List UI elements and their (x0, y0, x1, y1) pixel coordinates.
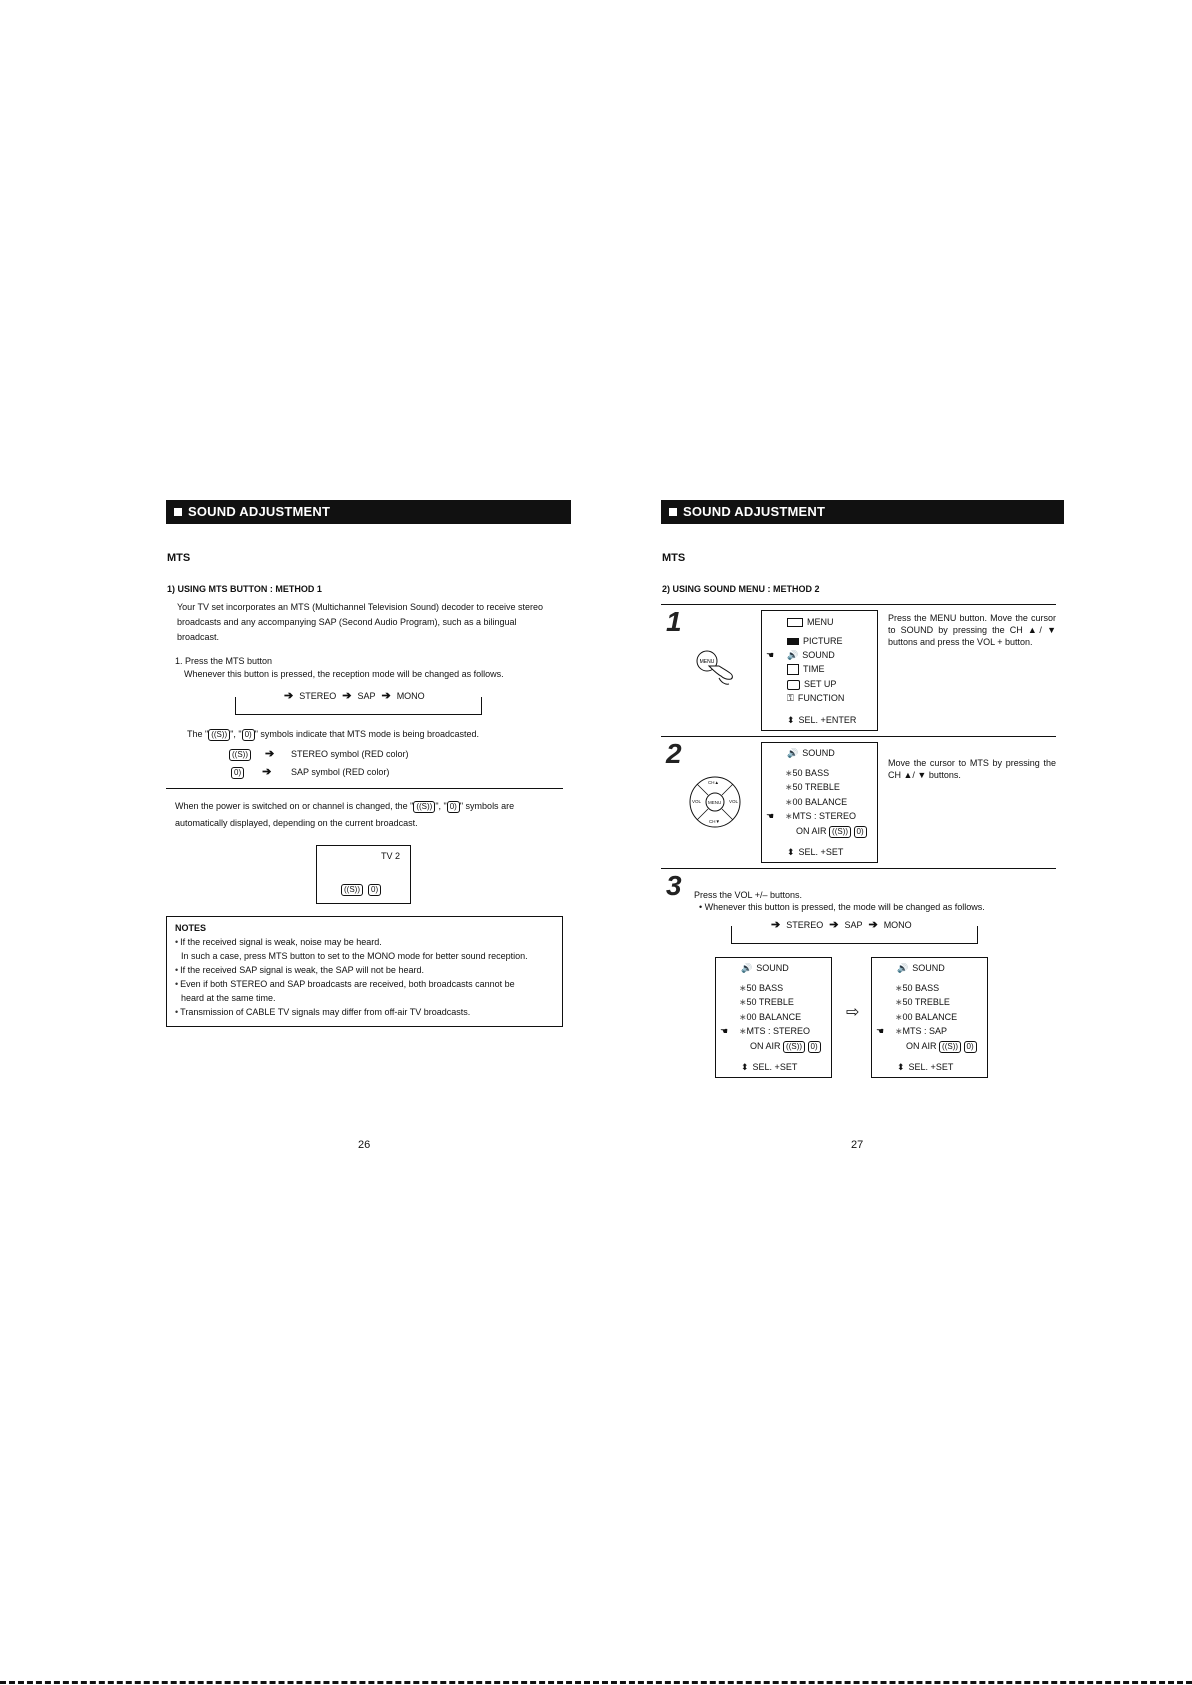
note-item: • If the received signal is weak, noise may be heard. (175, 937, 382, 947)
sound-item-bass: ∗50 BASS (895, 983, 940, 993)
sound-menu-sap-osd (871, 957, 988, 1078)
divider (661, 604, 1056, 605)
left-intro: Your TV set incorporates an MTS (Multichannel Television Sound) decoder to receive stereo broadcasts and any accompanying SAP (Second Audio Program), such as a bilingual broadcast. (177, 602, 544, 642)
on-air-status: ON AIR ((S)) 0) (750, 1041, 821, 1053)
up-down-icon: ⬍ (897, 1062, 905, 1073)
star-icon: ∗ (895, 1012, 903, 1022)
sound-item-bass: ∗50 BASS (785, 768, 830, 778)
key-icon: ⚿ (787, 693, 794, 704)
left-section-heading: MTS (167, 552, 191, 564)
star-icon: ∗ (739, 997, 747, 1007)
sound-item-treble: ∗50 TREBLE (785, 782, 840, 792)
left-power-text-2: automatically displayed, depending on the current broadcast. (175, 818, 418, 828)
left-page-title: SOUND ADJUSTMENT (166, 500, 571, 524)
star-icon: ∗ (739, 1012, 747, 1022)
star-icon: ∗ (785, 797, 793, 807)
left-step1: 1. Press the MTS button (175, 656, 273, 666)
sound-item-balance: ∗00 BALANCE (785, 797, 848, 807)
sound-item-treble: ∗50 TREBLE (739, 997, 794, 1007)
sap-symbol-icon: 0) (447, 801, 460, 813)
notes-box (166, 916, 563, 1027)
bullet-icon: • (175, 937, 179, 947)
arrow-right-icon: ➔ (262, 766, 272, 778)
arrow-right-icon: ➔ (381, 690, 391, 702)
sap-symbol-icon: 0) (854, 826, 867, 838)
sap-symbol-icon: 0) (964, 1041, 977, 1053)
tv-channel-label: TV 2 (380, 851, 400, 861)
star-icon: ∗ (739, 983, 747, 993)
sound-menu-title: 🔊 SOUND (897, 963, 945, 974)
stereo-symbol-icon: ((S)) (783, 1041, 805, 1053)
stereo-symbol-icon: ((S)) (341, 884, 363, 896)
cursor-hand-icon: ☚ (766, 811, 775, 821)
right-section-heading: MTS (662, 552, 686, 564)
sap-symbol-icon: 0) (808, 1041, 821, 1053)
page-number-right: 27 (851, 1139, 864, 1151)
notes-title: NOTES (175, 923, 207, 933)
bullet-icon: • (175, 965, 179, 975)
stereo-symbol-icon: ((S)) (208, 729, 230, 741)
right-page-title: SOUND ADJUSTMENT (661, 500, 1064, 524)
tv-screen-example (316, 845, 411, 904)
note-item: • Even if both STEREO and SAP broadcasts are received, both broadcasts cannot be (175, 979, 515, 989)
page-number-left: 26 (358, 1139, 371, 1151)
up-down-icon: ⬍ (787, 715, 795, 726)
star-icon: ∗ (785, 768, 793, 778)
remote-dpad-icon: CH▲ VOL MENU VOL CH▼ (688, 775, 742, 834)
camera-icon (787, 638, 799, 645)
menu-footer: ⬍ SEL. +SET (897, 1062, 954, 1073)
sap-symbol-desc: SAP symbol (RED color) (291, 767, 390, 777)
sap-symbol-icon: 0) (231, 767, 244, 779)
step-number: 1 (666, 606, 682, 637)
arrow-right-icon: ➔ (829, 919, 839, 931)
svg-text:MENU: MENU (699, 659, 715, 665)
menu-item-menu: MENU (787, 617, 834, 627)
cursor-hand-icon: ☚ (766, 650, 775, 660)
stereo-symbol-icon: ((S)) (413, 801, 435, 813)
menu-item-time: TIME (787, 664, 825, 675)
up-down-icon: ⬍ (787, 847, 795, 858)
sound-menu-title: 🔊 SOUND (741, 963, 789, 974)
speaker-icon: 🔊 (787, 650, 799, 661)
star-icon: ∗ (895, 983, 903, 993)
step1-description: Press the MENU button. Move the cursor to SOUND by pressing the CH ▲/ ▼ buttons and press the VOL + button. (888, 613, 1056, 647)
sound-menu-stereo-osd (715, 957, 832, 1078)
stereo-symbol-desc: STEREO symbol (RED color) (291, 749, 409, 759)
tv-mts-symbols (341, 884, 381, 896)
left-power-text: When the power is switched on or channel is changed, the " ((S)) ", " 0) " symbols are (175, 801, 515, 811)
divider (166, 788, 563, 789)
sap-symbol-icon: 0) (368, 884, 381, 896)
menu-item-picture: PICTURE (787, 636, 843, 646)
outline-arrow-right-icon: ⇨ (846, 1004, 860, 1021)
stereo-symbol-icon: ((S)) (939, 1041, 961, 1053)
sap-symbol-row (231, 765, 277, 780)
sound-item-mts: ∗MTS : STEREO (785, 811, 857, 821)
left-symbols-line: The " ((S)) ", " 0) " symbols indicate that MTS mode is being broadcasted. (187, 729, 480, 739)
star-icon: ∗ (895, 997, 903, 1007)
right-method-heading: 2) USING SOUND MENU : METHOD 2 (662, 584, 820, 594)
arrow-right-icon: ➔ (868, 919, 878, 931)
on-air-status: ON AIR ((S)) 0) (796, 826, 867, 838)
speaker-icon: 🔊 (787, 748, 799, 759)
menu-item-function: ⚿ FUNCTION (787, 693, 845, 704)
divider (661, 736, 1056, 737)
star-icon: ∗ (785, 811, 793, 821)
left-mode-flow: ➔ STEREO ➔ SAP ➔ MONO (274, 689, 429, 702)
sound-menu-osd (761, 742, 878, 863)
speaker-icon: 🔊 (741, 963, 753, 974)
arrow-right-icon: ➔ (771, 919, 781, 931)
step-number: 2 (666, 738, 682, 769)
on-air-status: ON AIR ((S)) 0) (906, 1041, 977, 1053)
sound-item-mts: ∗MTS : STEREO (739, 1026, 811, 1036)
menu-item-sound: 🔊 SOUND (787, 650, 835, 661)
left-step1-sub: Whenever this button is pressed, the reception mode will be changed as follows. (184, 669, 504, 679)
stereo-symbol-icon: ((S)) (229, 749, 251, 761)
note-item: • If the received SAP signal is weak, the SAP will not be heard. (175, 965, 424, 975)
speaker-icon: 🔊 (897, 963, 909, 974)
up-down-icon: ⬍ (741, 1062, 749, 1073)
step-number: 3 (666, 870, 682, 901)
cursor-hand-icon: ☚ (876, 1026, 885, 1036)
sound-item-balance: ∗00 BALANCE (895, 1012, 958, 1022)
bullet-icon: • (175, 1007, 179, 1017)
square-bullet-icon (669, 508, 677, 516)
bullet-icon: • (175, 979, 179, 989)
page-edge-dashes (0, 1681, 1192, 1684)
stereo-symbol-row (229, 747, 280, 762)
clock-icon (787, 664, 799, 675)
menu-item-setup: SET UP (787, 679, 836, 690)
menu-footer: ⬍ SEL. +ENTER (787, 715, 857, 726)
main-menu-osd (761, 610, 878, 731)
menu-icon (787, 618, 803, 627)
menu-footer: ⬍ SEL. +SET (741, 1062, 798, 1073)
square-bullet-icon (174, 508, 182, 516)
divider (661, 868, 1056, 869)
sound-item-mts: ∗MTS : SAP (895, 1026, 948, 1036)
note-item-continued: heard at the same time. (181, 993, 276, 1003)
sound-menu-title: 🔊 SOUND (787, 748, 835, 759)
stereo-symbol-icon: ((S)) (829, 826, 851, 838)
hand-pressing-menu-button-icon (693, 648, 741, 695)
step3-line2: • Whenever this button is pressed, the mode will be changed as follows. (699, 902, 985, 912)
arrow-right-icon: ➔ (342, 690, 352, 702)
arrow-right-icon: ➔ (265, 748, 275, 760)
step3-line1: Press the VOL +/– buttons. (694, 890, 802, 900)
note-item: • Transmission of CABLE TV signals may differ from off-air TV broadcasts. (175, 1007, 471, 1017)
sound-item-balance: ∗00 BALANCE (739, 1012, 802, 1022)
step2-description: Move the cursor to MTS by pressing the CH ▲/ ▼ buttons. (888, 758, 1056, 780)
arrow-right-icon: ➔ (284, 690, 294, 702)
sound-item-treble: ∗50 TREBLE (895, 997, 950, 1007)
left-method-heading: 1) USING MTS BUTTON : METHOD 1 (167, 584, 322, 594)
sound-item-bass: ∗50 BASS (739, 983, 784, 993)
star-icon: ∗ (785, 782, 793, 792)
note-item-continued: In such a case, press MTS button to set to the MONO mode for better sound reception. (181, 951, 528, 961)
screen-icon (787, 680, 800, 690)
star-icon: ∗ (739, 1026, 747, 1036)
cursor-hand-icon: ☚ (720, 1026, 729, 1036)
menu-footer: ⬍ SEL. +SET (787, 847, 844, 858)
star-icon: ∗ (895, 1026, 903, 1036)
right-mode-flow: ➔ STEREO ➔ SAP ➔ MONO (761, 918, 916, 931)
sap-symbol-icon: 0) (242, 729, 255, 741)
